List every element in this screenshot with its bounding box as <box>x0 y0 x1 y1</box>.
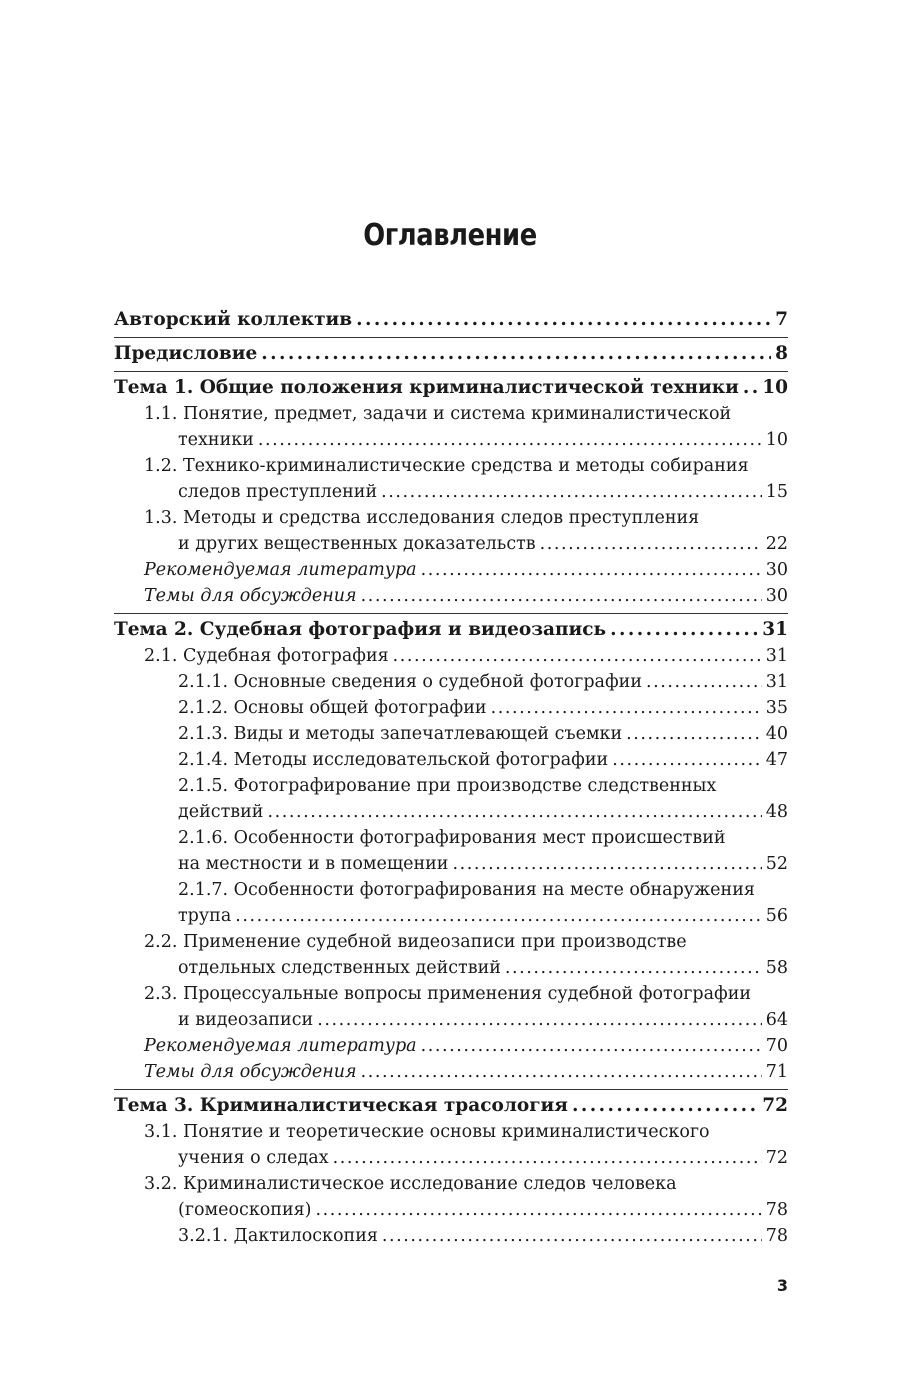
toc-entry[interactable] <box>114 773 788 825</box>
table-of-contents <box>114 307 788 1249</box>
dot-leader <box>505 955 762 981</box>
toc-entry-title: 2.3. Процессуальные вопросы применения судебной фотографии <box>144 984 752 1004</box>
toc-page-number: 56 <box>765 906 788 926</box>
toc-entry-title-continued: (гомеоскопия) <box>178 1200 312 1220</box>
toc-entry-title: Тема 3. Криминалистическая трасология <box>114 1095 568 1116</box>
toc-entry-title-continued: трупа <box>178 906 232 926</box>
dot-leader <box>626 721 762 747</box>
page-title: Оглавление <box>363 218 537 253</box>
toc-entry[interactable] <box>114 981 788 1033</box>
toc-entry-title: 2.1.3. Виды и методы запечатлевающей съемки <box>178 724 623 744</box>
toc-page-number: 40 <box>765 724 788 744</box>
toc-entry-title: 2.1.6. Особенности фотографирования мест происшествий <box>178 828 726 848</box>
section-divider <box>114 371 788 372</box>
toc-entry[interactable] <box>114 695 788 721</box>
dot-leader <box>393 643 762 669</box>
section-divider <box>114 1089 788 1090</box>
toc-entry-title: Рекомендуемая литература <box>144 1036 417 1056</box>
toc-entry[interactable] <box>114 1033 788 1059</box>
toc-entry[interactable] <box>114 375 788 401</box>
dot-leader <box>361 583 762 609</box>
toc-entry-title-continued: следов преступлений <box>178 482 378 502</box>
dot-leader <box>452 851 761 877</box>
section-divider <box>114 337 788 338</box>
toc-page-number: 8 <box>775 343 788 364</box>
toc-entry[interactable] <box>114 453 788 505</box>
toc-entry-title: Тема 2. Судебная фотография и видеозапись <box>114 619 607 640</box>
toc-page-number: 10 <box>765 430 788 450</box>
toc-entry[interactable] <box>114 1171 788 1223</box>
toc-entry[interactable] <box>114 617 788 643</box>
dot-leader <box>361 1059 762 1085</box>
toc-entry[interactable] <box>114 747 788 773</box>
dot-leader <box>743 375 758 401</box>
toc-page-number: 70 <box>765 1036 788 1056</box>
toc-entry-title: 2.1.2. Основы общей фотографии <box>178 698 487 718</box>
toc-entry-title: 1.2. Технико-криминалистические средства и методы собирания <box>144 456 749 476</box>
toc-page-number: 72 <box>762 1095 788 1116</box>
toc-entry-title: 2.2. Применение судебной видеозаписи при производстве <box>144 932 687 952</box>
section-divider <box>114 613 788 614</box>
toc-page-number: 22 <box>765 534 788 554</box>
toc-page-number: 47 <box>765 750 788 770</box>
toc-entry[interactable] <box>114 307 788 333</box>
toc-entry[interactable] <box>114 877 788 929</box>
toc-entry-title: Тема 1. Общие положения криминалистической техники <box>114 377 739 398</box>
toc-page-number: 72 <box>765 1148 788 1168</box>
toc-entry-title: 2.1.7. Особенности фотографирования на месте обнаружения <box>178 880 755 900</box>
toc-page-number: 31 <box>765 672 788 692</box>
toc-page-number: 30 <box>765 586 788 606</box>
toc-page-number: 78 <box>765 1200 788 1220</box>
toc-entry[interactable] <box>114 643 788 669</box>
toc-page-number: 52 <box>765 854 788 874</box>
toc-entry-title-continued: и других вещественных доказательств <box>178 534 536 554</box>
dot-leader <box>261 341 771 367</box>
toc-entry-title: Предисловие <box>114 343 258 364</box>
toc-entry-title-continued: учения о следах <box>178 1148 329 1168</box>
toc-page-number: 31 <box>765 646 788 666</box>
toc-entry[interactable] <box>114 929 788 981</box>
toc-entry-title: Темы для обсуждения <box>144 1062 357 1082</box>
dot-leader <box>540 531 762 557</box>
toc-page-number: 30 <box>765 560 788 580</box>
toc-entry-title-continued: техники <box>178 430 254 450</box>
toc-entry[interactable] <box>114 583 788 609</box>
dot-leader <box>333 1145 762 1171</box>
toc-entry[interactable] <box>114 505 788 557</box>
toc-page-number: 71 <box>765 1062 788 1082</box>
dot-leader <box>646 669 762 695</box>
toc-entry-title: 3.1. Понятие и теоретические основы криминалистического <box>144 1122 710 1142</box>
toc-page-number: 58 <box>765 958 788 978</box>
dot-leader <box>317 1007 762 1033</box>
toc-entry-title: 1.3. Методы и средства исследования следов преступления <box>144 508 700 528</box>
toc-entry[interactable] <box>114 1223 788 1249</box>
toc-entry-title: Темы для обсуждения <box>144 586 357 606</box>
toc-page-number: 64 <box>765 1010 788 1030</box>
toc-entry-title-continued: отдельных следственных действий <box>178 958 501 978</box>
toc-entry[interactable] <box>114 721 788 747</box>
toc-entry[interactable] <box>114 1059 788 1085</box>
dot-leader <box>612 747 762 773</box>
toc-entry[interactable] <box>114 1093 788 1119</box>
toc-page-number: 35 <box>765 698 788 718</box>
dot-leader <box>421 557 762 583</box>
dot-leader <box>572 1093 758 1119</box>
toc-page-number: 48 <box>765 802 788 822</box>
toc-page-number: 15 <box>765 482 788 502</box>
toc-entry-title: 1.1. Понятие, предмет, задачи и система криминалистической <box>144 404 732 424</box>
dot-leader <box>316 1197 762 1223</box>
toc-entry[interactable] <box>114 825 788 877</box>
toc-entry[interactable] <box>114 557 788 583</box>
toc-entry-title: 2.1. Судебная фотография <box>144 646 389 666</box>
dot-leader <box>258 427 762 453</box>
toc-entry-title: 2.1.1. Основные сведения о судебной фотографии <box>178 672 643 692</box>
dot-leader <box>235 903 761 929</box>
dot-leader <box>356 307 771 333</box>
dot-leader <box>421 1033 762 1059</box>
toc-page-number: 31 <box>762 619 788 640</box>
toc-entry[interactable] <box>114 341 788 367</box>
toc-entry-title: 3.2.1. Дактилоскопия <box>178 1226 378 1246</box>
dot-leader <box>267 799 761 825</box>
toc-entry-title-continued: на местности и в помещении <box>178 854 449 874</box>
toc-page-number: 78 <box>765 1226 788 1246</box>
dot-leader <box>381 479 762 505</box>
toc-entry-title: Рекомендуемая литература <box>144 560 417 580</box>
toc-entry-title: 2.1.4. Методы исследовательской фотографии <box>178 750 609 770</box>
toc-entry-title: 3.2. Криминалистическое исследование следов человека <box>144 1174 677 1194</box>
dot-leader <box>382 1223 762 1249</box>
toc-page-number: 7 <box>775 309 788 330</box>
toc-entry-title: Авторский коллектив <box>114 309 353 330</box>
toc-entry-title-continued: и видеозаписи <box>178 1010 314 1030</box>
toc-page-number: 10 <box>762 377 788 398</box>
toc-entry-title-continued: действий <box>178 802 264 822</box>
dot-leader <box>491 695 762 721</box>
page-number: 3 <box>776 1276 788 1295</box>
dot-leader <box>610 617 758 643</box>
toc-entry[interactable] <box>114 401 788 453</box>
toc-entry-title: 2.1.5. Фотографирование при производстве следственных <box>178 776 717 796</box>
toc-entry[interactable] <box>114 669 788 695</box>
toc-entry[interactable] <box>114 1119 788 1171</box>
